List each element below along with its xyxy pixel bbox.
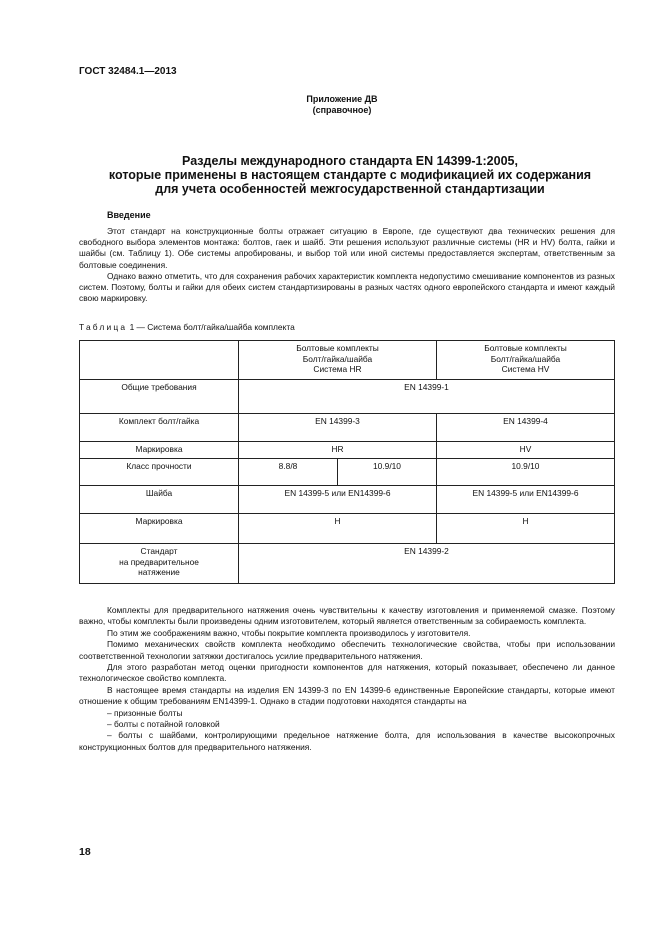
row-label: Маркировка (80, 514, 239, 544)
table-header-hv (437, 341, 615, 380)
header-line: Болтовые комплекты (296, 343, 379, 353)
body-paragraph: Комплекты для предварительного натяжения очень чувствительны к качеству изготовления и применяемой смазке. Поэтому важно, чтобы комплекты были произведены одним изготовителем, который является ответственным за собираемость комплекта. (79, 605, 615, 627)
header-line: Система HR (313, 364, 362, 374)
intro-paragraph: Этот стандарт на конструкционные болты отражает ситуацию в Европе, где существуют два технических решения для свободного выбора элементов монтажа: болтов, гаек и шайб. Эти решения используют различные системы (HR и HV) болта, гайки и шайбы (см. Таблицу 1). Обе системы апробированы, и выбор той или иной системы предоставляется экспертам, ответственным за болтовые соединения. (79, 226, 615, 270)
body-paragraph: Помимо механических свойств комплекта необходимо обеспечить технологические свойства, чтобы при использовании соответственной технологии затяжки достигалось усилие предварительного натяжения. (79, 639, 615, 661)
table-row (80, 459, 615, 486)
section-title-line: для учета особенностей межгосударственной стандартизации (155, 182, 545, 196)
table-row (80, 414, 615, 442)
row-label: Комплект болт/гайка (80, 414, 239, 442)
annex-title: Приложение ДВ (306, 94, 378, 104)
row-value: EN 14399-2 (239, 544, 615, 584)
intro-text (79, 226, 615, 304)
body-paragraph: Для этого разработан метод оценки пригодности компонентов для натяжения, который показывает, обеспечено ли данное технологическое свойство комплекта. (79, 662, 615, 684)
table-row (80, 544, 615, 584)
label-line: Стандарт (140, 546, 178, 556)
table-row (80, 380, 615, 414)
row-value-hr: EN 14399-3 (239, 414, 437, 442)
list-item: – призонные болты (107, 707, 183, 718)
row-value: EN 14399-1 (239, 380, 615, 414)
table-caption-word: Таблица (79, 322, 128, 332)
header-line: Болт/гайка/шайба (490, 353, 561, 364)
header-line: Болт/гайка/шайба (302, 353, 373, 364)
table-row (80, 442, 615, 459)
list-item: – болты с шайбами, контролирующими предельное натяжение болта, для использования в качестве высокопрочных конструкционных болтов для предварительного натяжения. (79, 730, 615, 752)
document-code: ГОСТ 32484.1—2013 (79, 66, 177, 77)
annex-heading (0, 94, 661, 116)
table-row (80, 514, 615, 544)
row-value-hr: HR (239, 442, 437, 459)
table-header-empty (80, 341, 239, 380)
table-row (80, 486, 615, 514)
row-value-hv: 10.9/10 (437, 459, 615, 486)
row-value-hv: EN 14399-4 (437, 414, 615, 442)
row-label: Маркировка (80, 442, 239, 459)
body-paragraph: По этим же соображениям важно, чтобы покрытие комплекта производилось у изготовителя. (107, 627, 471, 638)
row-value-hr-2: 10.9/10 (338, 459, 437, 486)
row-label (80, 544, 239, 584)
section-title (60, 154, 640, 196)
row-label: Общие требования (80, 380, 239, 414)
section-title-line: Разделы международного стандарта EN 14399-1:2005, (182, 154, 518, 168)
row-value-hr: H (239, 514, 437, 544)
table-caption (79, 322, 295, 332)
label-line: натяжение (138, 567, 180, 577)
table-caption-text: 1 — Система болт/гайка/шайба комплекта (127, 322, 295, 332)
section-title-line: которые применены в настоящем стандарте с модификацией их содержания (108, 168, 592, 182)
row-value-hr: EN 14399-5 или EN14399-6 (239, 486, 437, 514)
row-value-hv: HV (437, 442, 615, 459)
spec-table (79, 340, 615, 584)
row-label: Класс прочности (80, 459, 239, 486)
body-paragraph: В настоящее время стандарты на изделия EN 14399-3 по EN 14399-6 единственные Европейские стандарты, которые имеют отношение к общим требованиям EN14399-1. Однако в стадии подготовки находятся стандарты на (79, 684, 615, 707)
row-value-hv: H (437, 514, 615, 544)
table-header-hr (239, 341, 437, 380)
label-line: на предварительное (119, 556, 199, 567)
page-number: 18 (79, 846, 91, 858)
row-label: Шайба (80, 486, 239, 514)
header-line: Болтовые комплекты (484, 343, 567, 353)
row-value-hr-1: 8.8/8 (239, 459, 338, 486)
intro-heading: Введение (107, 210, 151, 220)
body-text (79, 605, 615, 753)
table-header-row (80, 341, 615, 380)
row-value-hv: EN 14399-5 или EN14399-6 (437, 486, 615, 514)
intro-paragraph: Однако важно отметить, что для сохранения рабочих характеристик комплекта недопустимо смешивание компонентов из разных систем. Поэтому, болты и гайки для обеих систем стандартизированы в разных частях одного европейского стандарта и имеют каждый свою маркировку. (79, 270, 615, 304)
list-item: – болты с потайной головкой (107, 719, 220, 730)
standards-list (79, 708, 615, 754)
annex-subtitle: (справочное) (312, 105, 372, 115)
header-line: Система HV (501, 364, 550, 374)
